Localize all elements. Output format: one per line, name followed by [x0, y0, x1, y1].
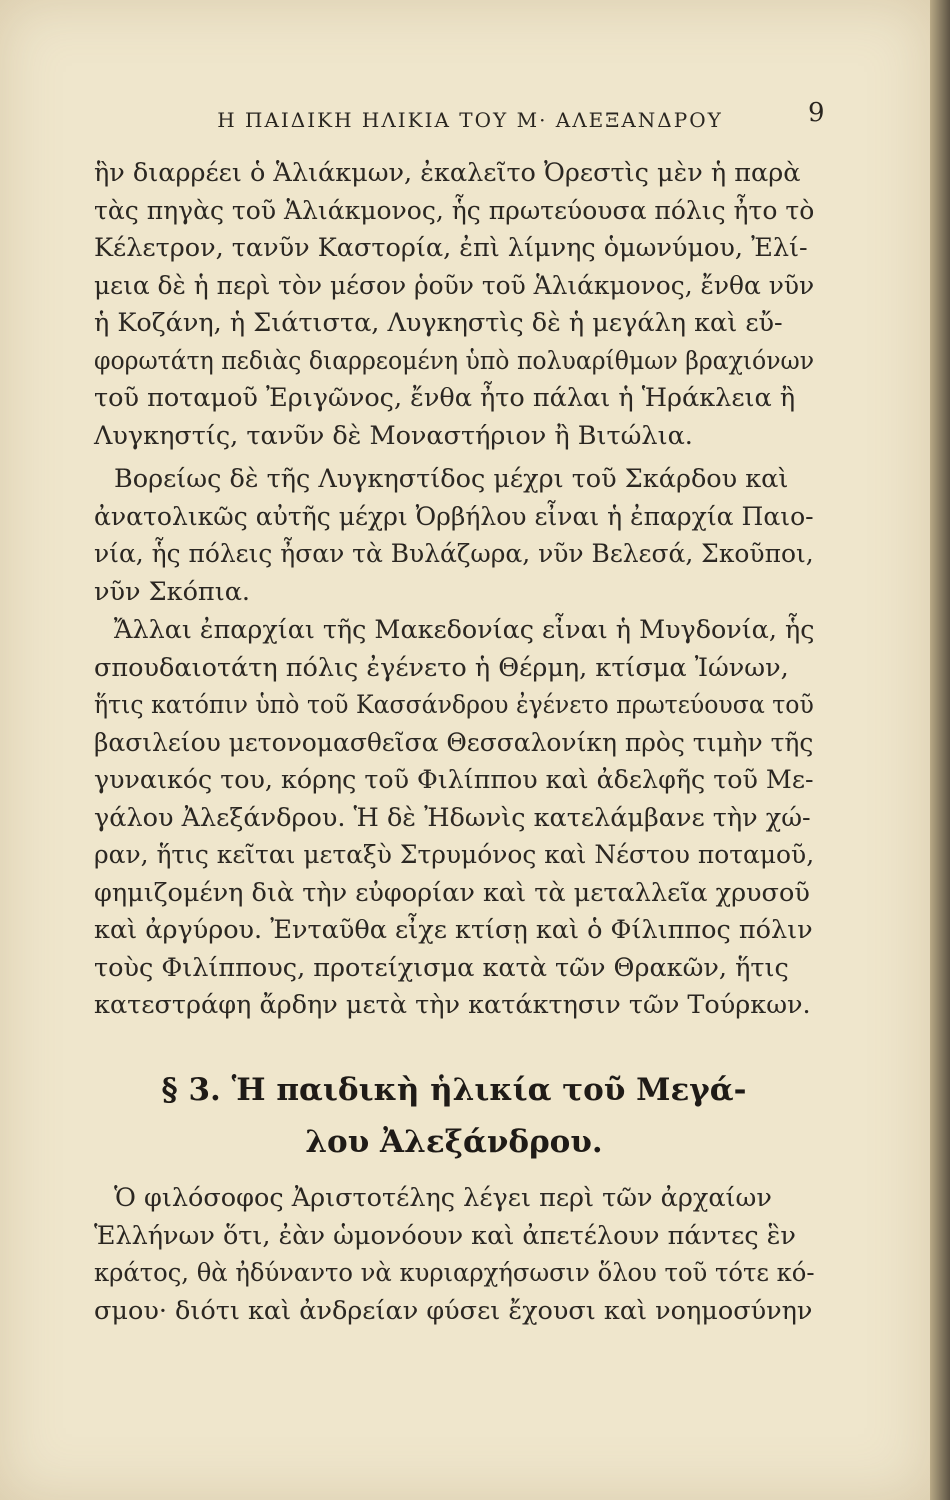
paragraph-1	[94, 155, 814, 455]
text-line: καὶ ἀργύρου. Ἐνταῦθα εἶχε κτίσῃ καὶ ὁ Φίλιππος πόλιν	[94, 915, 813, 945]
text-line: τὰς πηγὰς τοῦ Ἁλιάκμονος, ἧς πρωτεύουσα πόλις ἦτο τὸ	[94, 195, 815, 226]
text-line: Ἄλλαι ἐπαρχίαι τῆς Μακεδονίας εἶναι ἡ Μυγδονία, ἧς	[113, 615, 815, 645]
page-number: 9	[808, 98, 825, 128]
text-line: ἀνατολικῶς αὐτῆς μέχρι Ὀρβήλου εἶναι ἡ ἐπαρχία Παιο-	[94, 501, 814, 532]
paragraph-2	[94, 461, 814, 611]
text-line: νία, ἧς πόλεις ἦσαν τὰ Βυλάζωρα, νῦν Βελεσά, Σκοῦποι,	[94, 539, 814, 569]
text-line: Κέλετρον, τανῦν Καστορία, ἐπὶ λίμνης ὁμωνύμου, Ἐλί-	[94, 233, 808, 263]
text-line: Ὁ φιλόσοφος Ἀριστοτέλης λέγει περὶ τῶν ἀρχαίων	[114, 1183, 772, 1213]
text-line: κατεστράφη ἄρδην μετὰ τὴν κατάκτησιν τῶν Τούρκων.	[94, 990, 811, 1020]
text-line: μεια δὲ ἡ περὶ τὸν μέσον ῥοῦν τοῦ Ἁλιάκμονος, ἔνθα νῦν	[94, 270, 815, 301]
paragraph-3	[94, 612, 814, 1025]
text-line: σπουδαιοτάτη πόλις ἐγένετο ἡ Θέρμη, κτίσμα Ἰώνων,	[94, 652, 789, 683]
text-line: φημιζομένη διὰ τὴν εὐφορίαν καὶ τὰ μεταλλεῖα χρυσοῦ	[94, 877, 810, 908]
text-line: βασιλείου μετονομασθεῖσα Θεσσαλονίκη πρὸς τιμὴν τῆς	[94, 727, 814, 758]
running-head: Η ΠΑΙΔΙΚΗ ΗΛΙΚΙΑ ΤΟΥ Μ· ΑΛΕΞΑΝΔΡΟΥ	[217, 108, 723, 132]
section-heading-line: λου Ἀλεξάνδρου.	[305, 1124, 603, 1160]
section-heading	[94, 1064, 814, 1168]
text-line: ἥτις κατόπιν ὑπὸ τοῦ Κασσάνδρου ἐγένετο πρωτεύουσα τοῦ	[94, 690, 814, 720]
text-line: φορωτάτη πεδιὰς διαρρεομένη ὑπὸ πολυαρίθμων βραχιόνων	[94, 345, 815, 376]
text-line: ἣν διαρρέει ὁ Ἁλιάκμων, ἐκαλεῖτο Ὀρεστὶς μὲν ἡ παρὰ	[94, 158, 801, 188]
page-edge	[930, 0, 950, 1500]
paragraph-4	[94, 1180, 814, 1330]
text-line: Βορείως δὲ τῆς Λυγκηστίδος μέχρι τοῦ Σκάρδου καὶ	[114, 464, 789, 494]
text-line: ραν, ἥτις κεῖται μεταξὺ Στρυμόνος καὶ Νέστου ποταμοῦ,	[94, 840, 815, 870]
text-line: γάλου Ἀλεξάνδρου. Ἡ δὲ Ἠδωνὶς κατελάμβανε τὴν χώ-	[94, 802, 811, 833]
text-line: σμου· διότι καὶ ἀνδρείαν φύσει ἔχουσι καὶ νοημοσύνην	[94, 1295, 813, 1326]
text-line: Λυγκηστίς, τανῦν δὲ Μοναστήριον ἢ Βιτώλια.	[94, 420, 693, 451]
text-line: τοῦ ποταμοῦ Ἐριγῶνος, ἔνθα ἦτο πάλαι ἡ Ἡράκλεια ἢ	[94, 383, 796, 413]
section-heading-line: § 3. Ἡ παιδικὴ ἡλικία τοῦ Μεγά-	[161, 1072, 747, 1108]
text-line: κράτος, θὰ ἠδύναντο νὰ κυριαρχήσωσιν ὅλου τοῦ τότε κό-	[94, 1258, 815, 1288]
text-line: νῦν Σκόπια.	[94, 576, 251, 607]
text-line: τοὺς Φιλίππους, προτείχισμα κατὰ τῶν Θρακῶν, ἥτις	[94, 952, 789, 983]
text-line: ἡ Κοζάνη, ἡ Σιάτιστα, Λυγκηστὶς δὲ ἡ μεγάλη καὶ εὔ-	[94, 308, 783, 338]
text-line: γυναικός του, κόρης τοῦ Φιλίππου καὶ ἀδελφῆς τοῦ Με-	[94, 765, 814, 795]
text-line: Ἑλλήνων ὅτι, ἐὰν ὡμονόουν καὶ ἀπετέλουν πάντες ἓν	[94, 1220, 796, 1251]
